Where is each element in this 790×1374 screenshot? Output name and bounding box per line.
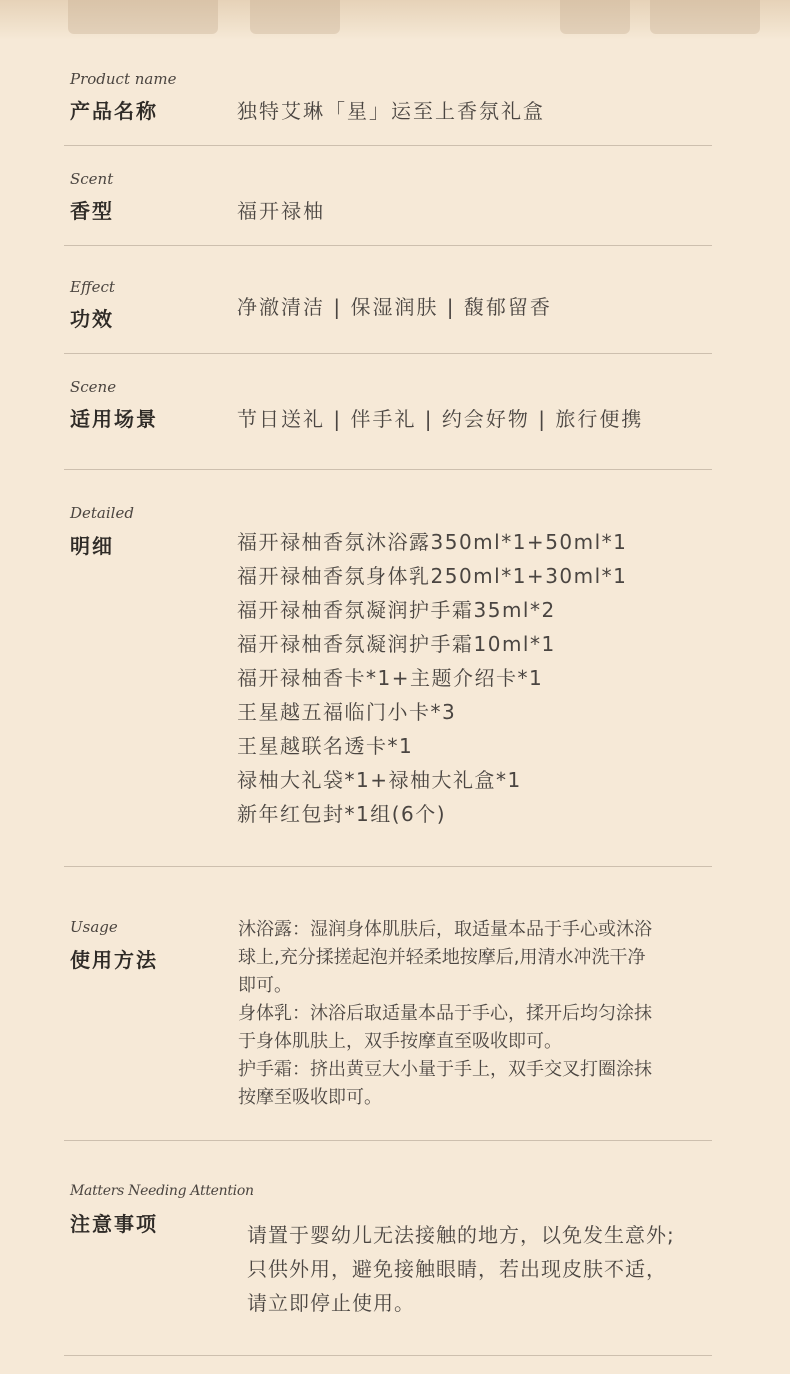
effect-en-label: Effect	[70, 278, 115, 296]
attention-line: 请立即停止使用。	[247, 1291, 415, 1315]
attention-en-label: Matters Needing Attention	[70, 1183, 254, 1199]
attention-line: 只供外用，避免接触眼睛，若出现皮肤不适，	[247, 1257, 667, 1281]
product-name-zh-label: 产品名称	[70, 99, 158, 123]
detailed-zh-label: 明细	[70, 534, 114, 558]
divider	[64, 469, 712, 470]
header-image-fragment	[560, 0, 630, 34]
product-name-value: 独特艾琳「星」运至上香氛礼盒	[237, 99, 545, 123]
usage-text	[238, 916, 722, 1112]
detailed-item: 福开禄柚香氛沐浴露350ml*1+50ml*1	[237, 530, 628, 554]
divider	[64, 245, 712, 246]
effect-zh-label: 功效	[70, 307, 114, 331]
usage-line: 于身体肌肤上，双手按摩直至吸收即可。	[238, 1031, 562, 1052]
scent-en-label: Scent	[70, 170, 114, 188]
divider	[64, 1140, 712, 1141]
attention-zh-label: 注意事项	[70, 1212, 158, 1236]
divider	[64, 866, 712, 867]
scent-value: 福开禄柚	[237, 199, 325, 223]
header-image-strip	[0, 0, 790, 40]
detailed-item: 福开禄柚香氛身体乳250ml*1+30ml*1	[237, 564, 628, 588]
detailed-item: 王星越联名透卡*1	[237, 734, 414, 758]
attention-line: 请置于婴幼儿无法接触的地方，以免发生意外;	[247, 1223, 675, 1247]
detailed-item: 新年红包封*1组(6个)	[237, 802, 447, 826]
detailed-item: 王星越五福临门小卡*3	[237, 700, 457, 724]
usage-line: 即可。	[238, 975, 292, 996]
detailed-item: 禄柚大礼袋*1+禄柚大礼盒*1	[237, 768, 522, 792]
effect-value: 净澈清洁 | 保湿润肤 | 馥郁留香	[237, 295, 552, 319]
usage-line: 按摩至吸收即可。	[238, 1087, 382, 1108]
attention-text	[247, 1218, 717, 1320]
scene-en-label: Scene	[70, 378, 117, 396]
usage-zh-label: 使用方法	[70, 948, 158, 972]
scene-zh-label: 适用场景	[70, 407, 158, 431]
scent-zh-label: 香型	[70, 199, 114, 223]
header-image-fragment	[68, 0, 218, 34]
divider	[64, 353, 712, 354]
product-name-en-label: Product name	[70, 70, 177, 88]
header-image-fragment	[250, 0, 340, 34]
header-image-fragment	[650, 0, 760, 34]
detailed-item: 福开禄柚香卡*1+主题介绍卡*1	[237, 666, 544, 690]
scene-value: 节日送礼 | 伴手礼 | 约会好物 | 旅行便携	[237, 407, 644, 431]
divider	[64, 145, 712, 146]
usage-line: 身体乳：沐浴后取适量本品于手心，揉开后均匀涂抹	[238, 1003, 652, 1024]
usage-en-label: Usage	[70, 918, 118, 936]
divider	[64, 1355, 712, 1356]
usage-line: 沐浴露：湿润身体肌肤后，取适量本品于手心或沐浴	[238, 919, 652, 940]
usage-line: 护手霜：挤出黄豆大小量于手上，双手交叉打圈涂抹	[238, 1059, 652, 1080]
detailed-en-label: Detailed	[70, 504, 134, 522]
detailed-item: 福开禄柚香氛凝润护手霜35ml*2	[237, 598, 556, 622]
detailed-list	[237, 525, 627, 831]
usage-line: 球上,充分揉搓起泡并轻柔地按摩后,用清水冲洗干净	[238, 947, 646, 968]
detailed-item: 福开禄柚香氛凝润护手霜10ml*1	[237, 632, 556, 656]
